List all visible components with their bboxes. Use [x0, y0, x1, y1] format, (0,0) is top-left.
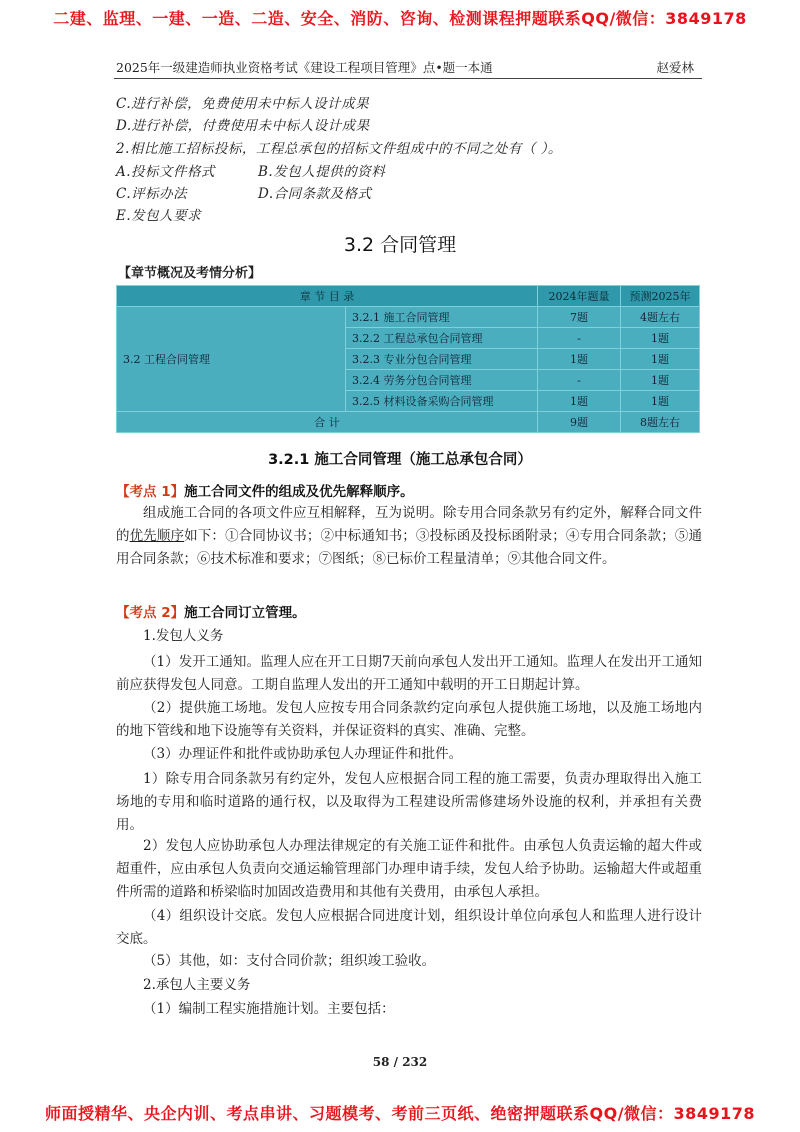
kp2-para-8: （1）编制工程实施措施计划。主要包括：: [143, 1001, 395, 1017]
overview-table: [116, 285, 700, 433]
group-cell: 3.2 工程合同管理: [117, 307, 346, 412]
kp2-para-2: （2）提供施工场地。发包人应按专用合同条款约定向承包人提供施工场地，以及施工场地内的地下管线和地下设施等有关资料，并保证资料的真实、准确、完整。: [116, 700, 702, 739]
kp2-para-7: （5）其他，如：支付合同价款；组织竣工验收。: [143, 953, 436, 969]
table-row: [117, 307, 700, 328]
q1-option-c: C.进行补偿，免费使用未中标人设计成果: [116, 96, 370, 112]
count-2025-cell: 1题: [621, 370, 700, 391]
total-2025-cell: 8题左右: [621, 412, 700, 433]
count-2025-cell: 1题: [621, 391, 700, 412]
kp2-para-4: 1）除专用合同条款另有约定外，发包人应根据合同工程的施工需要，负责办理取得出入施工场地的专用和临时道路的通行权，以及取得为工程建设所需修建场外设施的权利，并承担有关费用。: [116, 771, 702, 833]
count-2024-cell: -: [538, 370, 621, 391]
page-number: 58 / 232: [372, 1055, 428, 1069]
kp2-title: 施工合同订立管理。: [184, 605, 306, 621]
book-title: 2025年一级建造师执业资格考试《建设工程项目管理》点•题一本通: [116, 60, 493, 75]
kp2-tag: 【考点 2】: [116, 605, 185, 621]
kp1-heading: [116, 480, 414, 500]
kp2-para-6: （4）组织设计交底。发包人应根据合同进度计划，组织设计单位向承包人和监理人进行设计交底。: [116, 908, 702, 947]
total-label-cell: 合 计: [117, 412, 538, 433]
item-cell: 3.2.4 劳务分包合同管理: [346, 370, 538, 391]
overview-label: 【章节概况及考情分析】: [118, 266, 262, 281]
count-2025-cell: 4题左右: [621, 307, 700, 328]
kp2-para-5: 2）发包人应协助承包人办理法律规定的有关施工证件和批件。由承包人负责运输的超大件或超重件，应由承包人负责向交通运输管理部门办理申请手续，发包人给予协助。运输超大件或超重件所需的道路和桥梁临时加固改造费用和其他有关费用，由承包人承担。: [116, 838, 702, 900]
item-cell: 3.2.5 材料设备采购合同管理: [346, 391, 538, 412]
q2-option-c: C.评标办法: [116, 186, 188, 202]
q2-option-b: B.发包人提供的资料: [258, 164, 386, 180]
author-name: 赵爱林: [656, 60, 694, 75]
kp1-title: 施工合同文件的组成及优先解释顺序。: [184, 484, 414, 500]
header-rule: [114, 78, 702, 79]
table-header-row: [117, 286, 700, 307]
count-2024-cell: 1题: [538, 391, 621, 412]
col-header-catalog: 章 节 目 录: [117, 286, 538, 307]
running-header: [116, 58, 698, 76]
q1-option-d: D.进行补偿，付费使用未中标人设计成果: [116, 118, 370, 134]
kp2-heading-employer: 1.发包人义务: [143, 628, 224, 644]
q2-stem: 2.相比施工招标投标，工程总承包的招标文件组成中的不同之处有（ ）。: [116, 141, 562, 157]
col-header-2025: 预测2025年: [621, 286, 700, 307]
subsection-title: 3.2.1 施工合同管理（施工总承包合同）: [268, 452, 532, 468]
item-cell: 3.2.3 专业分包合同管理: [346, 349, 538, 370]
q2-option-a: A.投标文件格式: [116, 164, 216, 180]
count-2025-cell: 1题: [621, 328, 700, 349]
item-cell: 3.2.2 工程总承包合同管理: [346, 328, 538, 349]
count-2024-cell: -: [538, 328, 621, 349]
promo-banner-top: 二建、监理、一建、一造、二造、安全、消防、咨询、检测课程押题联系QQ/微信：3849178: [53, 9, 747, 28]
q2-option-e: E.发包人要求: [116, 208, 202, 224]
count-2024-cell: 1题: [538, 349, 621, 370]
count-2025-cell: 1题: [621, 349, 700, 370]
kp1-body: 组成施工合同的各项文件应互相解释，互为说明。除专用合同条款另有约定外，解释合同文件的优先顺序如下：①合同协议书；②中标通知书；③投标函及投标函附录；④专用合同条款；⑤通用合同条款；⑥技术标准和要求；⑦图纸；⑧已标价工程量清单；⑨其他合同文件。: [116, 505, 703, 567]
kp2-heading: [116, 601, 306, 621]
item-cell: 3.2.1 施工合同管理: [346, 307, 538, 328]
count-2024-cell: 7题: [538, 307, 621, 328]
table-total-row: [117, 412, 700, 433]
promo-banner-bottom: 师面授精华、央企内训、考点串讲、习题模考、考前三页纸、绝密押题联系QQ/微信：3849178: [45, 1104, 755, 1123]
q2-option-d: D.合同条款及格式: [258, 186, 372, 202]
total-2024-cell: 9题: [538, 412, 621, 433]
kp2-para-3: （3）办理证件和批件或协助承包人办理证件和批件。: [143, 746, 463, 762]
kp1-tag: 【考点 1】: [116, 484, 185, 500]
highlight-priority-order: 优先顺序: [129, 528, 185, 544]
kp2-para-1: （1）发开工通知。监理人应在开工日期7天前向承包人发出开工通知。监理人在发出开工通知前应获得发包人同意。工期自监理人发出的开工通知中载明的开工日期起计算。: [116, 654, 702, 693]
section-title: 3.2 合同管理: [343, 234, 457, 256]
kp2-heading-contractor: 2.承包人主要义务: [143, 977, 251, 993]
col-header-2024: 2024年题量: [538, 286, 621, 307]
